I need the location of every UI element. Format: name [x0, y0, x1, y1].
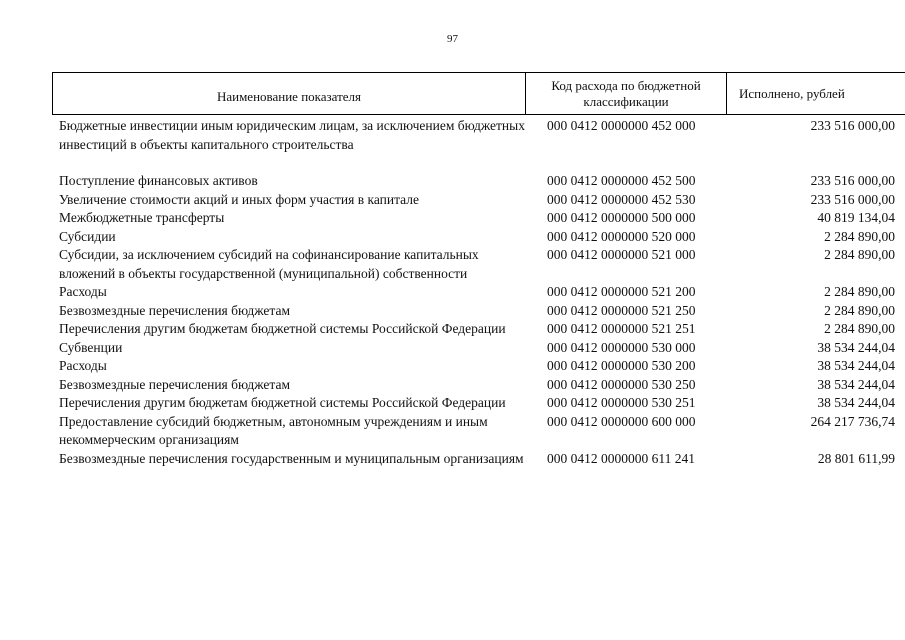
row-name: Субсидии, за исключением субсидий на софинансирование капитальных вложений в объекты государственной (муниципальной) собственности [59, 247, 479, 281]
table-row [59, 413, 904, 450]
table-row [59, 172, 904, 191]
row-amount: 2 284 890,00 [824, 284, 895, 299]
row-name: Увеличение стоимости акций и иных форм участия в капитале [59, 191, 419, 207]
table-row [59, 394, 904, 413]
table-row [59, 228, 904, 247]
row-name: Безвозмездные перечисления государственным и муниципальным организациям [59, 450, 524, 466]
row-name: Поступление финансовых активов [59, 173, 258, 188]
table-row [59, 302, 904, 321]
table-row [59, 450, 904, 469]
row-code: 000 0412 0000000 521 251 [547, 321, 696, 336]
row-amount: 38 534 244,04 [817, 339, 895, 355]
row-code: 000 0412 0000000 521 250 [547, 302, 696, 318]
table-row [59, 209, 904, 228]
row-name: Межбюджетные трансферты [59, 210, 225, 225]
row-name: Перечисления другим бюджетам бюджетной системы Российской Федерации [59, 395, 506, 410]
row-code: 000 0412 0000000 611 241 [547, 450, 695, 466]
table-row [59, 117, 904, 154]
header-name: Наименование показателя [52, 73, 526, 114]
table-row [59, 320, 904, 339]
table-header [52, 72, 905, 115]
table-row [59, 357, 904, 376]
row-code: 000 0412 0000000 530 000 [547, 339, 696, 355]
row-name: Безвозмездные перечисления бюджетам [59, 376, 291, 392]
table-row [59, 246, 904, 283]
row-amount: 38 534 244,04 [817, 358, 895, 373]
row-code: 000 0412 0000000 600 000 [547, 413, 696, 429]
row-amount: 233 516 000,00 [810, 191, 895, 207]
row-code: 000 0412 0000000 520 000 [547, 228, 696, 244]
row-amount: 2 284 890,00 [824, 228, 895, 244]
table-row [59, 191, 904, 210]
row-amount: 38 534 244,04 [817, 395, 895, 410]
row-amount: 264 217 736,74 [810, 413, 895, 429]
row-name: Субвенции [59, 339, 123, 355]
row-code: 000 0412 0000000 530 251 [547, 395, 696, 410]
row-code: 000 0412 0000000 452 530 [547, 191, 696, 207]
header-amount: Исполнено, рублей [739, 85, 845, 101]
row-name: Расходы [59, 358, 107, 373]
row-code: 000 0412 0000000 452 500 [547, 173, 696, 188]
row-code: 000 0412 0000000 521 000 [547, 247, 696, 262]
row-code: 000 0412 0000000 530 200 [547, 358, 696, 373]
table-row [59, 376, 904, 395]
row-amount: 233 516 000,00 [810, 173, 895, 188]
row-name: Субсидии [59, 228, 116, 244]
row-amount: 2 284 890,00 [824, 321, 895, 336]
header-code: Код расхода по бюджетной классификации [526, 73, 727, 114]
row-name: Бюджетные инвестиции иным юридическим лицам, за исключением бюджетных инвестиций в объекты капитального строительства [59, 118, 525, 152]
row-code: 000 0412 0000000 530 250 [547, 376, 696, 392]
table-row [59, 339, 904, 358]
table-row [59, 283, 904, 302]
row-code: 000 0412 0000000 500 000 [547, 210, 696, 225]
row-amount: 2 284 890,00 [824, 247, 895, 262]
row-amount: 233 516 000,00 [810, 118, 895, 133]
row-name: Перечисления другим бюджетам бюджетной системы Российской Федерации [59, 321, 506, 336]
row-amount: 28 801 611,99 [817, 450, 895, 466]
row-amount: 40 819 134,04 [817, 210, 895, 225]
row-amount: 38 534 244,04 [817, 376, 895, 392]
row-name: Предоставление субсидий бюджетным, автономным учреждениям и иным некоммерческим организациям [59, 413, 488, 447]
table-body [59, 117, 904, 468]
page-number: 97 [447, 33, 458, 45]
row-code: 000 0412 0000000 452 000 [547, 118, 696, 133]
row-name: Безвозмездные перечисления бюджетам [59, 302, 291, 318]
row-code: 000 0412 0000000 521 200 [547, 284, 696, 299]
row-name: Расходы [59, 284, 107, 299]
row-spacer [59, 154, 904, 172]
row-amount: 2 284 890,00 [824, 302, 895, 318]
